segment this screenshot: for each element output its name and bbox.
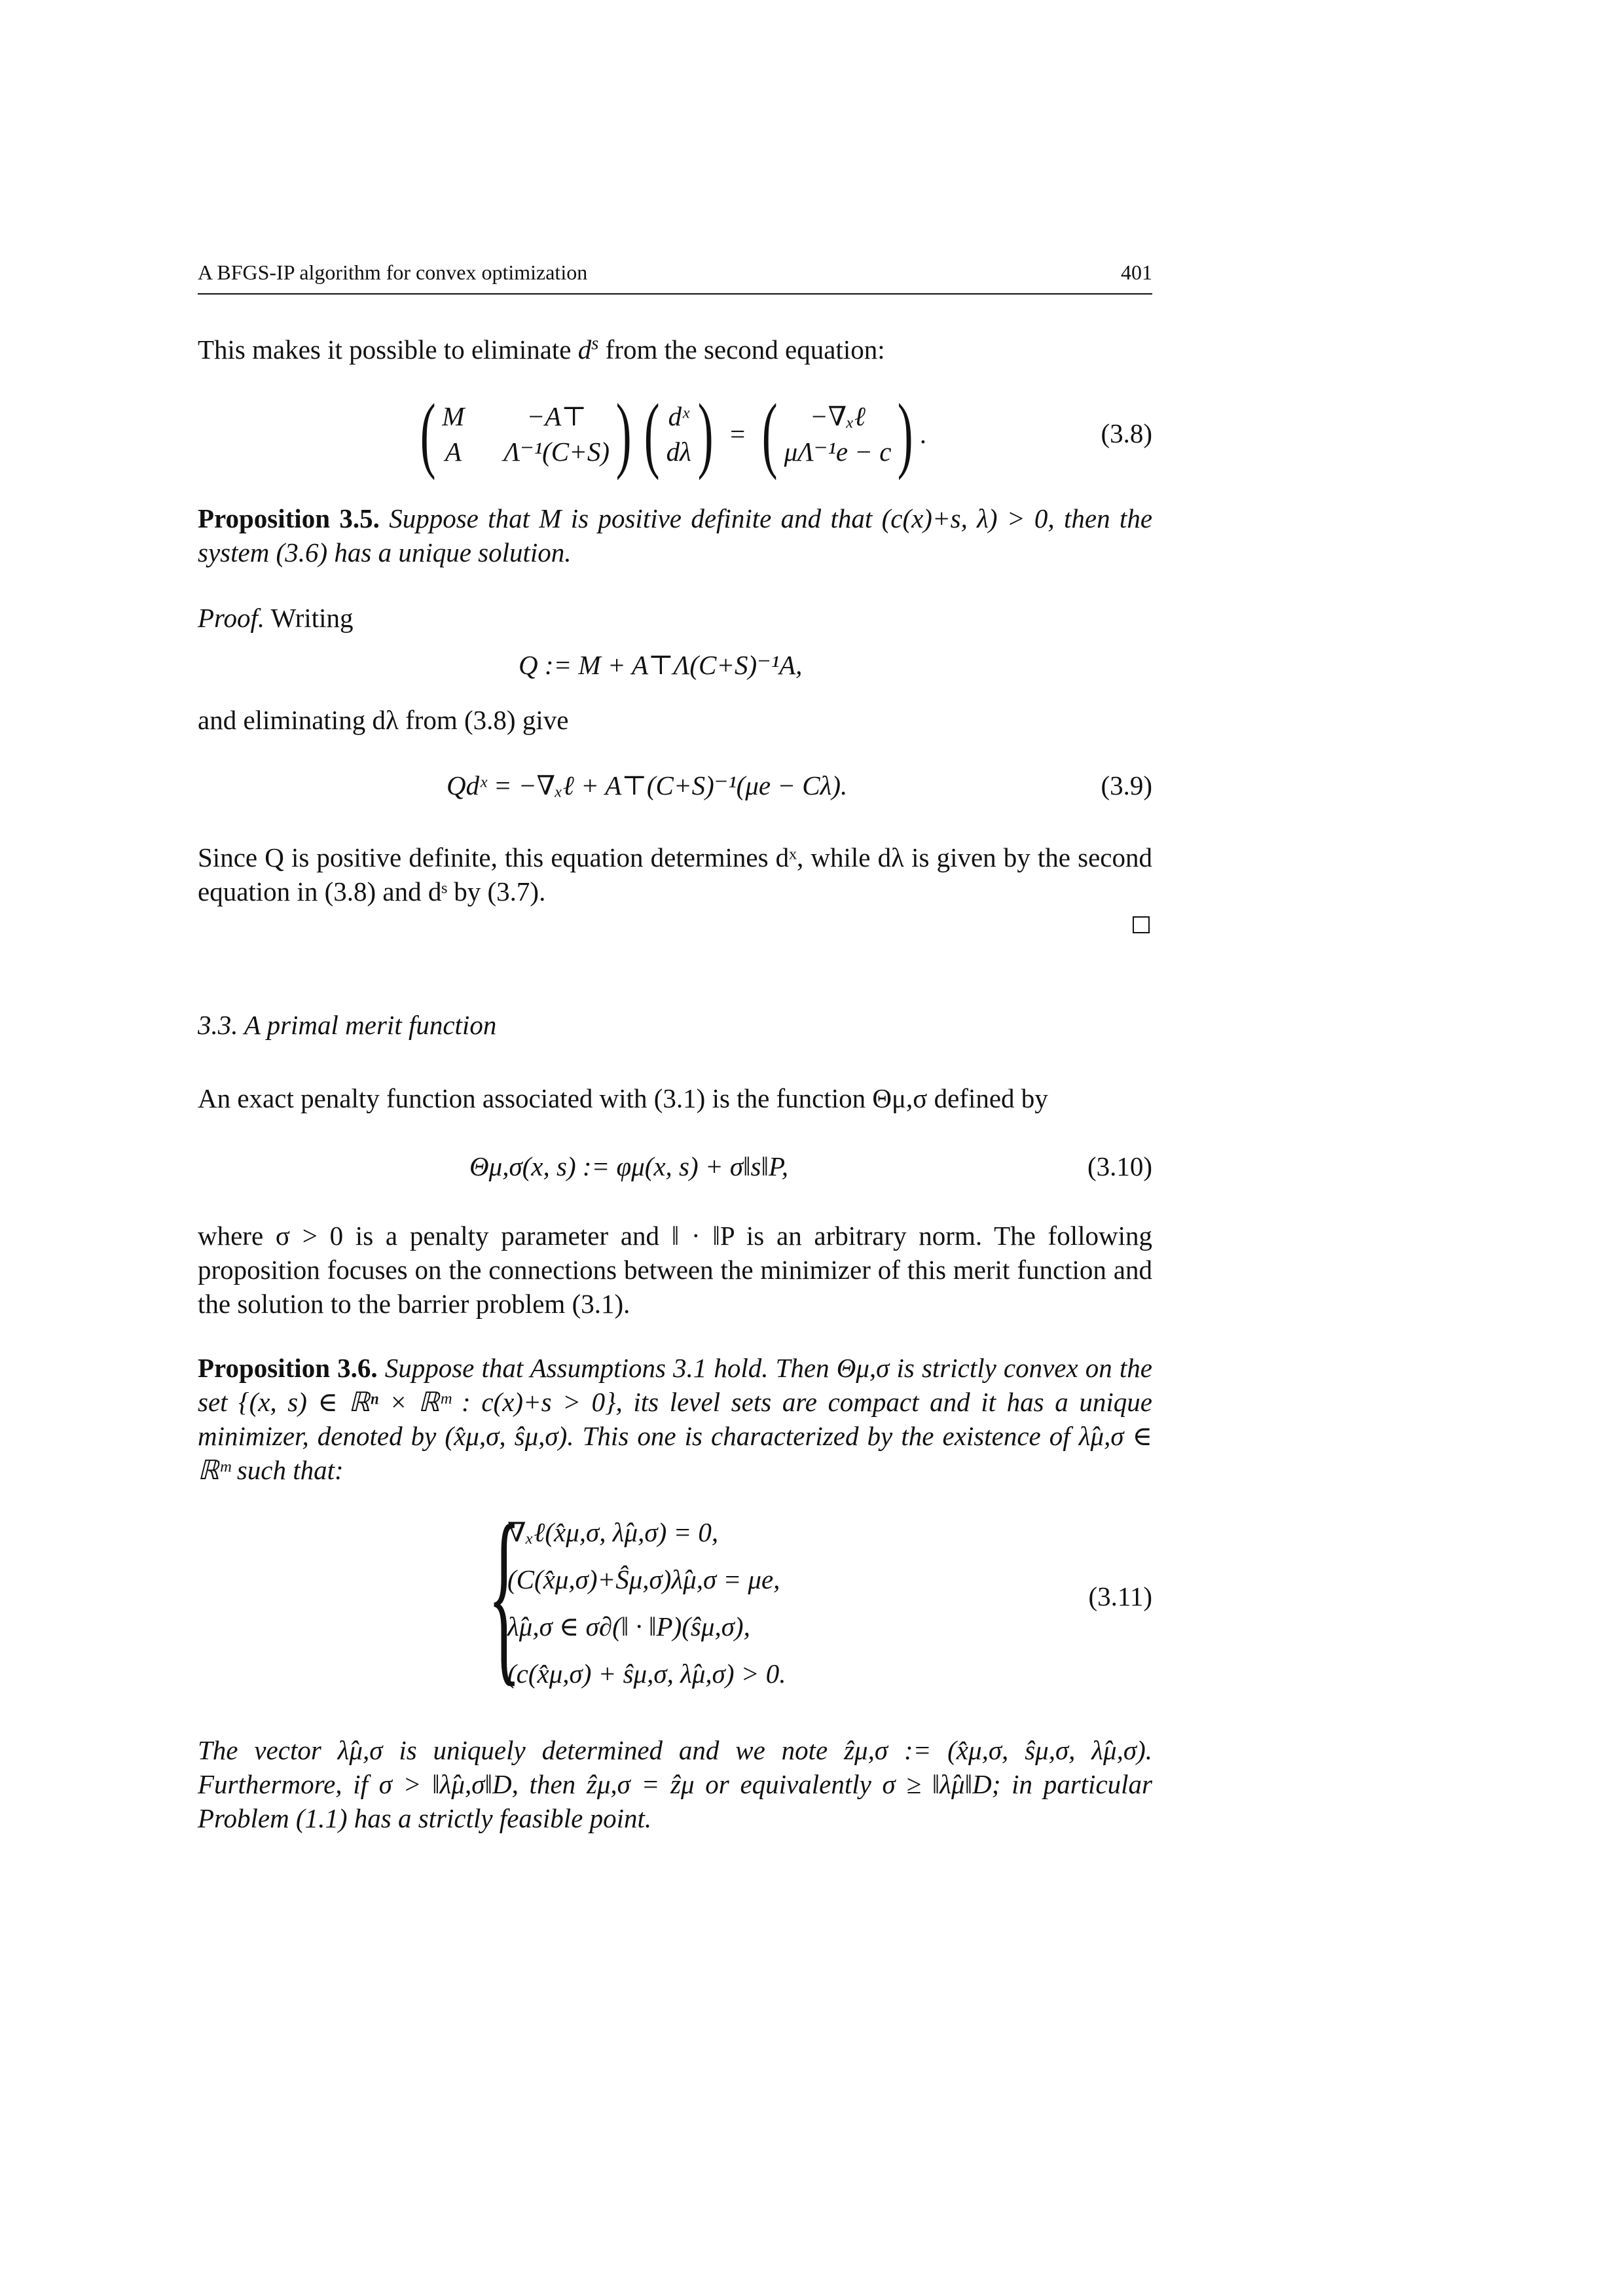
equation-line: λ̂μ,σ ∈ σ∂(‖ · ‖P)(ŝμ,σ), xyxy=(507,1611,750,1641)
section-title: 3.3. A primal merit function xyxy=(198,1010,497,1040)
vector-dx: dˣ xyxy=(668,401,689,431)
equation-3-11 xyxy=(488,1485,1152,1702)
q-definition-body: Q := M + A⊤Λ(C+S)⁻¹A, xyxy=(519,650,803,680)
equation-3-8 xyxy=(198,387,1152,490)
equation-number: (3.9) xyxy=(1101,770,1152,800)
vector-rhs xyxy=(784,399,892,469)
vector-dlambda: dλ xyxy=(666,437,691,467)
rhs-2: μΛ⁻¹e − c xyxy=(784,437,892,467)
intro-symbol: $d^s$ xyxy=(577,332,599,365)
matrix-m21: A xyxy=(445,437,462,467)
equation-number: (3.11) xyxy=(1088,1581,1152,1611)
intro-tail: from the second equation: xyxy=(605,334,885,365)
equation-3-10 xyxy=(198,1151,1152,1203)
header-rule xyxy=(198,293,1152,295)
where-text: where σ > 0 is a penalty parameter and ‖ · ‖P is an arbitrary norm. The following proposition focuses on the connections between the minimizer of this merit function and the solution to the barrier problem (3.1). xyxy=(198,1221,1152,1319)
since-paragraph xyxy=(198,840,1152,908)
intro-paragraph xyxy=(198,332,1152,367)
vector-unknowns xyxy=(666,399,691,469)
closing-text: The vector λ̂μ,σ is uniquely determined and we note ẑμ,σ := (x̂μ,σ, ŝμ,σ, λ̂μ,σ). Furthermore, if σ > ‖λ̂μ,σ‖D, then ẑμ,σ = ẑμ or equivalently σ ≥ ‖λ̂μ‖D; in particular Problem (1.1) has a strictly feasible point. xyxy=(198,1735,1152,1833)
intro-text: This makes it possible to eliminate xyxy=(198,334,572,365)
proposition-3-6 xyxy=(198,1351,1152,1487)
equation-3-10-body: Θμ,σ(x, s) := φμ(x, s) + σ‖s‖P, xyxy=(469,1151,789,1181)
equation-3-11-lines xyxy=(507,1509,786,1697)
proposition-text: Suppose that Assumptions 3.1 hold. Then Θμ,σ is strictly convex on the set {(x, s) ∈ ℝⁿ × ℝᵐ : c(x)+s > 0}, its level sets are compact and it has a unique minimizer, denoted by (x̂μ,σ, ŝμ,σ). This one is characterized by the existence of λ̂μ,σ ∈ ℝᵐ such that: xyxy=(198,1353,1153,1485)
eliminating-text: and eliminating dλ from (3.8) give xyxy=(198,705,569,735)
proposition-label: Proposition 3.5. xyxy=(198,503,380,533)
equation-3-9 xyxy=(198,770,1152,822)
left-brace: { xyxy=(488,1485,521,1702)
where-paragraph xyxy=(198,1219,1152,1321)
proof-label: Proof. xyxy=(198,603,265,633)
running-header xyxy=(198,257,1152,296)
q-definition xyxy=(198,649,1152,702)
since-text: Since Q is positive definite, this equation determines dˣ, while dλ is given by the second equation in (3.8) and dˢ by (3.7). xyxy=(198,842,1152,906)
proposition-text: Suppose that M is positive definite and that (c(x)+s, λ) > 0, then the system (3.6) has a unique solution. xyxy=(198,503,1153,567)
matrix-lhs xyxy=(442,399,610,469)
section-heading xyxy=(198,1008,1152,1042)
matrix-m22: Λ⁻¹(C+S) xyxy=(503,437,610,467)
equation-line: (c(x̂μ,σ) + ŝμ,σ, λ̂μ,σ) > 0. xyxy=(507,1659,786,1689)
matrix-m11: M xyxy=(442,401,465,431)
closing-paragraph xyxy=(198,1733,1152,1835)
equation-line: ∇ₓℓ(x̂μ,σ, λ̂μ,σ) = 0, xyxy=(507,1517,719,1547)
proof-text: Writing xyxy=(270,603,354,633)
page-number: 401 xyxy=(1121,260,1152,284)
matrix-m12: −A⊤ xyxy=(526,401,587,431)
equation-number: (3.10) xyxy=(1087,1151,1152,1181)
penalty-text: An exact penalty function associated with (3.1) is the function Θμ,σ defined by xyxy=(198,1083,1048,1113)
penalty-paragraph xyxy=(198,1081,1152,1115)
proposition-3-5 xyxy=(198,501,1152,569)
rhs-1: −∇ₓℓ xyxy=(809,401,866,431)
eliminating-paragraph xyxy=(198,703,1152,737)
equation-line: (C(x̂μ,σ)+Ŝμ,σ)λ̂μ,σ = μe, xyxy=(507,1564,780,1594)
equation-3-8-body: ( M −A⊤ A Λ⁻¹(C+S) ) ( dˣ dλ ) = ( −∇ₓℓ μΛ⁻¹e − c ) . xyxy=(420,387,926,481)
equation-number: (3.8) xyxy=(1101,418,1152,448)
proof-block xyxy=(198,601,1152,635)
qed-symbol xyxy=(1133,916,1150,933)
proposition-label: Proposition 3.6. xyxy=(198,1353,378,1383)
equation-3-9-body: Qdˣ = −∇ₓℓ + A⊤(C+S)⁻¹(μe − Cλ). xyxy=(447,770,848,800)
running-title: A BFGS-IP algorithm for convex optimization xyxy=(198,260,588,284)
